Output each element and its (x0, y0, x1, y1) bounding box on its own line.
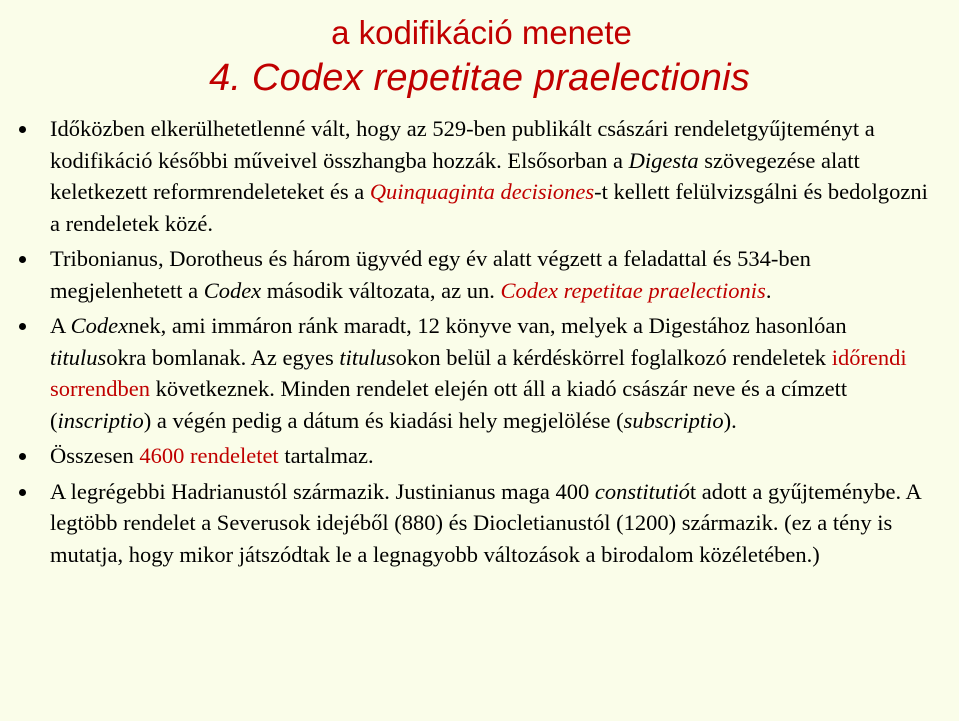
slide-title (0, 12, 959, 102)
bullet-item (18, 476, 938, 571)
text-segment-italic: inscriptio (57, 407, 144, 433)
text-segment-italic-red: Quinquaginta decisiones (369, 179, 595, 204)
text-segment-italic-red: Codex repetitae praelectionis (500, 277, 766, 303)
bullet-dot-icon (19, 489, 26, 496)
bullet-list (18, 113, 938, 574)
text-segment-italic: Digesta (628, 147, 699, 173)
text-segment: nek, ami immáron ránk maradt, 12 könyve van, melyek a Digestához hasonlóan (128, 313, 847, 338)
text-segment: ). (723, 407, 737, 433)
text-segment: t adott a gyűjteménybe. A legtöbb rendelet a Severusok idejéből (880) és Diocletianustól (1200) származik. (ez a tény is mutatja, hogy mikor játszódtak le a legnagyobb változások a birodalom közéletében.) (50, 478, 921, 567)
text-segment: második változata, az un. (261, 277, 501, 303)
text-segment: ) a végén pedig a dátum és kiadási hely megjelölése ( (143, 407, 624, 433)
text-segment-italic: titulus (50, 344, 107, 370)
text-segment: tartalmaz. (278, 443, 374, 468)
bullet-item (18, 113, 938, 239)
title-line-1: a kodifikáció menete (331, 14, 632, 51)
text-segment-italic: Codex (203, 277, 262, 303)
bullet-item (18, 243, 938, 306)
bullet-dot-icon (19, 256, 26, 263)
bullet-dot-icon (19, 453, 26, 460)
text-segment-italic: Codex (70, 313, 129, 338)
text-segment: okra bomlanak. Az egyes (106, 344, 340, 370)
text-segment: szövegezése alatt keletkezett reformrendeleteket és a (50, 147, 860, 204)
bullet-dot-icon (19, 323, 26, 330)
text-segment-italic: subscriptio (623, 407, 724, 433)
text-segment-italic: titulus (339, 344, 396, 370)
text-segment: -t kellett felülvizsgálni és bedolgozni a rendeletek közé. (50, 179, 928, 236)
text-segment-red: időrendi sorrendben (50, 344, 907, 401)
bullet-item (18, 310, 938, 436)
text-segment: Összesen (50, 443, 140, 468)
text-segment: következnek. Minden rendelet elején ott áll a kiadó császár neve és a címzett ( (50, 376, 848, 433)
text-segment-italic: constitutió (594, 478, 690, 504)
text-segment: A legrégebbi Hadrianustól származik. Justinianus maga 400 (50, 478, 595, 504)
text-segment: Időközben elkerülhetetlenné vált, hogy az 529-ben publikált császári rendeletgyűjteményt a kodifikáció későbbi műveivel összhangba hozzák. Elsősorban a (50, 116, 875, 173)
text-segment: Tribonianus, Dorotheus és három ügyvéd egy év alatt végzett a feladattal és 534-ben megjelenhetett a (50, 246, 811, 303)
text-segment: . (765, 277, 772, 303)
text-segment: okon belül a kérdéskörrel foglalkozó rendeletek (395, 344, 832, 370)
text-segment-red: 4600 rendeletet (139, 443, 279, 468)
text-segment: A (50, 313, 71, 338)
title-line-2: 4. Codex repetitae praelectionis (209, 57, 750, 99)
bullet-item (18, 440, 938, 472)
bullet-dot-icon (19, 126, 26, 133)
